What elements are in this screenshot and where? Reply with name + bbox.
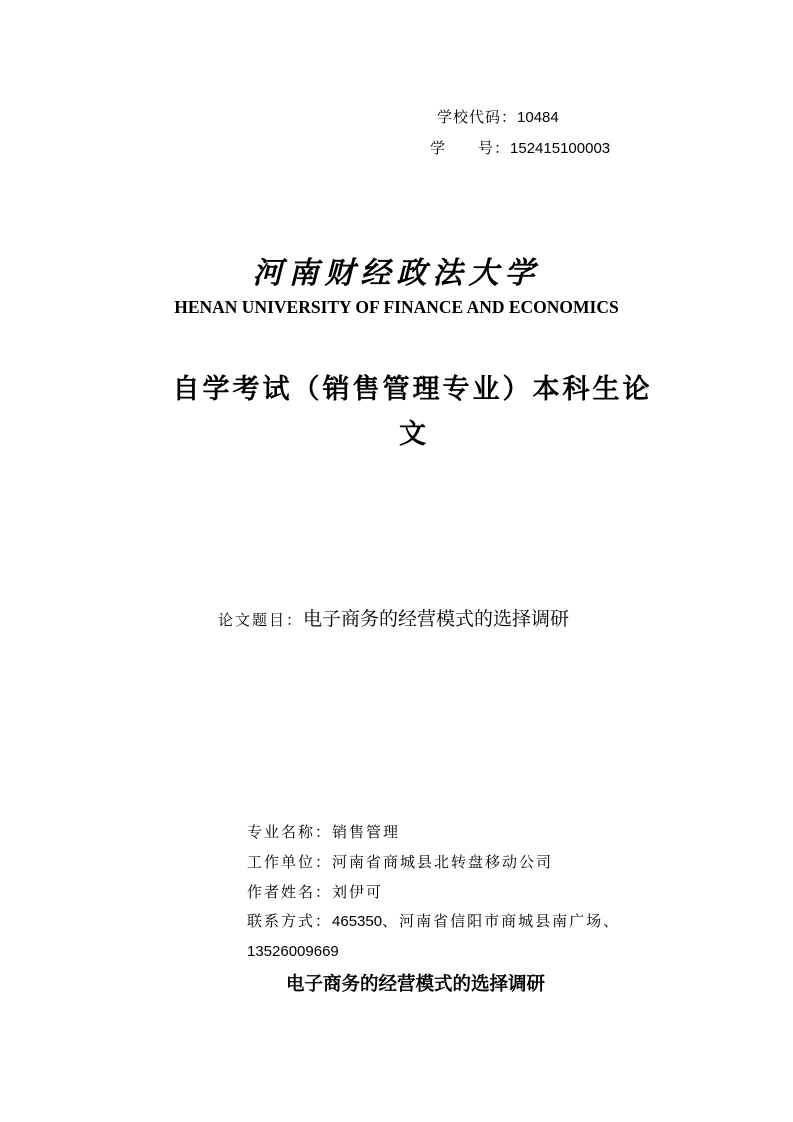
contact-label: 联系方式： (247, 912, 333, 930)
major-label: 专业名称： (247, 823, 333, 841)
work-unit-value: 河南省商城县北转盘移动公司 (332, 853, 554, 871)
thesis-title-value: 电子商务的经营模式的选择调研 (303, 608, 570, 630)
student-id-value: 152415100003 (510, 140, 611, 157)
author-label: 作者姓名： (247, 883, 333, 901)
author-line (247, 881, 383, 902)
school-code-label: 学校代码： (437, 108, 518, 126)
student-id-line (430, 137, 610, 158)
major-line (247, 821, 400, 842)
contact-line (247, 910, 620, 931)
contact-address: 、河南省信阳市商城县南广场、 (382, 912, 621, 930)
thesis-title-line (218, 604, 569, 631)
footer-title: 电子商务的经营模式的选择调研 (286, 974, 546, 995)
university-name-en: HENAN UNIVERSITY OF FINANCE AND ECONOMICS (174, 297, 619, 317)
student-id-label: 学 号： (430, 139, 511, 157)
school-code-line (437, 106, 559, 127)
contact-phone: 13526009669 (247, 943, 339, 960)
author-value: 刘伊可 (332, 883, 384, 901)
document-title-line1: 自学考试（销售管理专业）本科生论 (172, 374, 653, 405)
school-code-value: 10484 (517, 109, 559, 126)
university-name-cn: 河南财经政法大学 (252, 256, 541, 291)
contact-phone-line (247, 942, 339, 960)
major-value: 销售管理 (332, 823, 401, 841)
thesis-title-label: 论文题目： (218, 611, 304, 629)
document-title-line2: 文 (399, 419, 426, 450)
work-unit-label: 工作单位： (247, 853, 333, 871)
work-unit-line (247, 851, 553, 872)
contact-zip: 465350 (332, 913, 383, 930)
